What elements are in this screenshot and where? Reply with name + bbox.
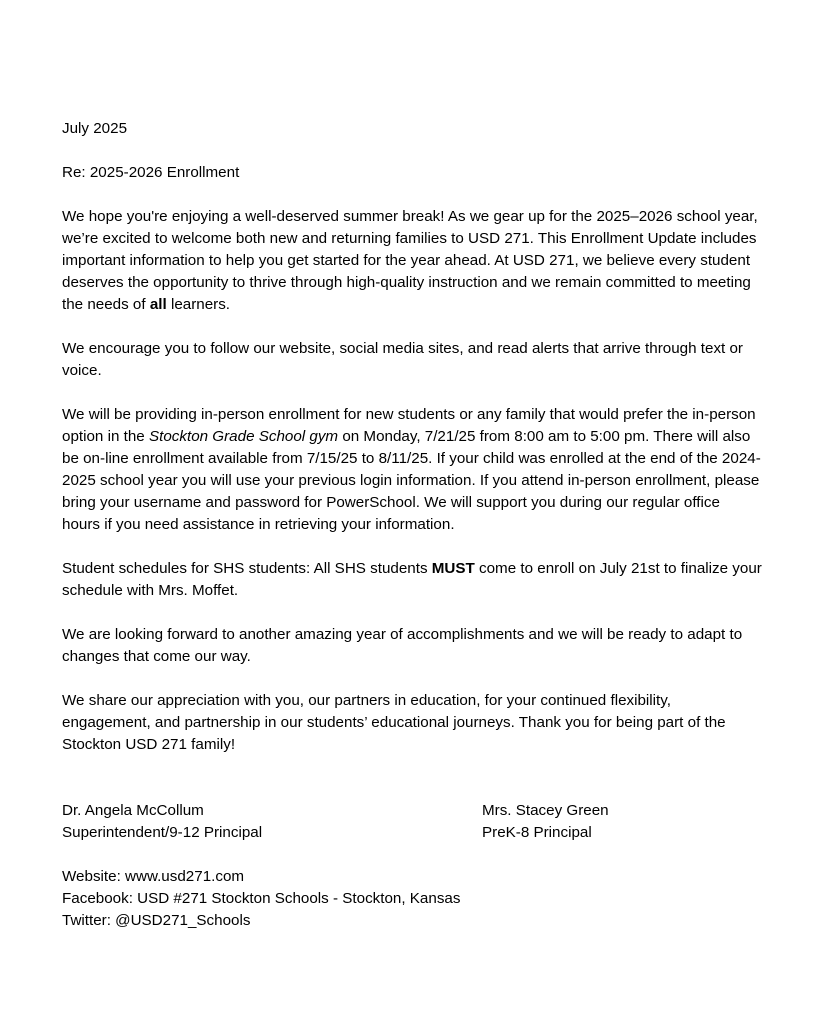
- paragraph-schedules: [62, 558, 762, 602]
- signer-title: Superintendent/9-12 Principal: [62, 824, 263, 841]
- paragraph-schedules-text: Student schedules for SHS students: All SHS students: [62, 560, 432, 577]
- signature-principal: [482, 800, 609, 844]
- location-gym: Stockton Grade School gym: [148, 428, 339, 445]
- paragraph-enrollment: [62, 404, 762, 536]
- emphasis-must: MUST: [431, 560, 475, 577]
- paragraph-welcome-text: We hope you're enjoying a well-deserved summer break! As we gear up for the 2025–2026 school year, we’re excited to welcome both new and returning families to USD 271. This Enrollment Update includes important information to help you get started for the year ahead. At USD 271, we believe every student deserves the opportunity to thrive through high-quality instruction and we remain committed to meeting the needs of: [62, 208, 758, 313]
- contact-facebook: Facebook: USD #271 Stockton Schools - Stockton, Kansas: [62, 890, 461, 907]
- letter-body: [62, 118, 762, 932]
- paragraph-welcome-end: learners.: [166, 296, 231, 313]
- paragraph-enrollment-end: on Monday, 7/21/25 from 8:00 am to 5:00 pm. There will also be on-line enrollment available from 7/15/25 to 8/11/25. If your child was enrolled at the end of the 2024-2025 school year you will use your previous login information. If you attend in-person enrollment, please bring your username and password for PowerSchool. We will support you during our regular office hours if you need assistance in retrieving your information.: [62, 428, 761, 533]
- contact-twitter: Twitter: @USD271_Schools: [62, 912, 251, 929]
- emphasis-all: all: [149, 296, 167, 313]
- paragraph-forward: We are looking forward to another amazing year of accomplishments and we will be ready to adapt to changes that come our way.: [62, 626, 743, 665]
- letter-date: July 2025: [62, 120, 128, 137]
- contact-website: Website: www.usd271.com: [62, 868, 245, 885]
- paragraph-appreciation: We share our appreciation with you, our partners in education, for your continued flexibility, engagement, and partnership in our students’ educational journeys. Thank you for being part of the Stockton USD 271 family!: [62, 692, 726, 753]
- letter-subject: Re: 2025-2026 Enrollment: [62, 164, 240, 181]
- signer-title: PreK-8 Principal: [482, 824, 592, 841]
- paragraph-follow: We encourage you to follow our website, social media sites, and read alerts that arrive through text or voice.: [62, 340, 743, 379]
- paragraph-welcome: [62, 206, 762, 316]
- signature-superintendent: [62, 800, 262, 844]
- paragraph-enrollment-text: We will be providing in-person enrollment for new students or any family that would prefer the in-person option in the: [62, 406, 756, 445]
- contact-info: [62, 866, 762, 932]
- signature-block: [62, 800, 762, 844]
- paragraph-schedules-end: come to enroll on July 21st to finalize your schedule with Mrs. Moffet.: [62, 560, 762, 599]
- signer-name: Dr. Angela McCollum: [62, 802, 204, 819]
- signer-name: Mrs. Stacey Green: [482, 802, 609, 819]
